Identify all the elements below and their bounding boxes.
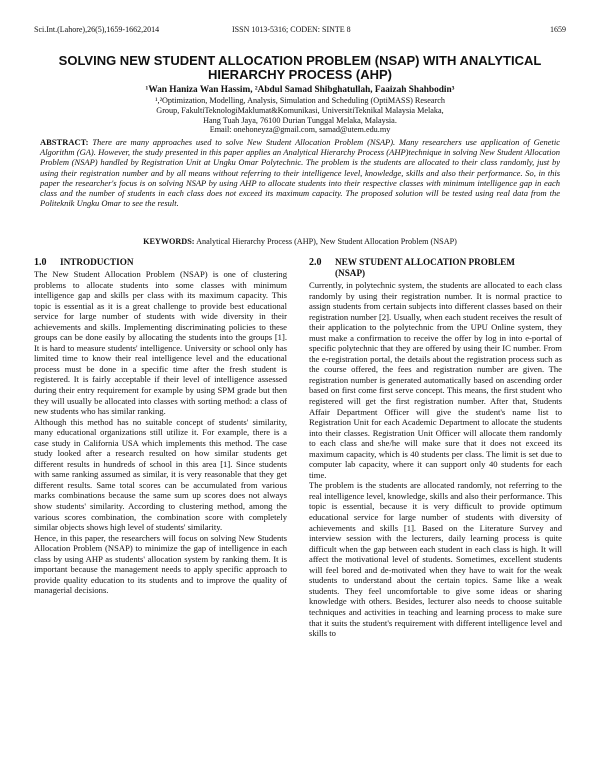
affiliation-line: Group, FakultiTeknologiMaklumat&Komunikasi, UniversitiTeknikal Malaysia Melaka, — [156, 105, 444, 115]
section-title-line: (NSAP) — [335, 268, 366, 278]
keywords-text: Analytical Hierarchy Process (AHP), New Student Allocation Problem (NSAP) — [196, 237, 457, 246]
section-number: 2.0 — [309, 257, 322, 268]
author-list: ¹Wan Haniza Wan Hassim, ²Abdul Samad Shibghatullah, Faaizah Shahbodin³ — [145, 85, 455, 95]
intro-paragraph: Hence, in this paper, the researchers will focus on solving New Students Allocation Problem (NSAP) to minimize the gap of intelligence in each class by using AHP as students' allocation system by ranking them. It is important because the management needs to apply specific approach to provide quality education to its students and to improve the quality of managerial decisions. — [34, 532, 287, 596]
keywords — [40, 237, 560, 247]
nsap-paragraph: Currently, in polytechnic system, the students are allocated to each class randomly by using their registration number. It is normal practice to assign students from certain subjects into different classes based on their registration number [2]. Usually, when each student receives the result of their application to the polytechnic from the UPU Online system, they must make a confirmation to receive the offer by log in into e-portal of specific polytechnic that they are offered by using their IC number. From the e-registration portal, the details about the registration process such as the course offered, the fees and registration number are given. The registration number is generated automatically based on ascending order based on first come first serve concept. This means, the first student who registered will get the first registration number. After that, Students Affair Department Officer will give the student's name list to Registration Unit for each Academic Department to allocate the students into their classes. Registration Unit Officer will allocate them randomly to each class and she/he will make sure that it does not exceed its maximum capacity, which is 40 students per class. The limit is set due to computer lab capacity, where it can support only 40 students for each time. — [309, 280, 562, 480]
journal-citation: Sci.Int.(Lahore),26(5),1659-1662,2014 — [34, 25, 160, 34]
section-heading-introduction — [34, 257, 287, 268]
affiliation-block — [130, 96, 470, 135]
left-column — [34, 257, 287, 596]
affiliation-line: Hang Tuah Jaya, 76100 Durian Tunggal Melaka, Malaysia. — [203, 115, 397, 125]
intro-paragraph: The New Student Allocation Problem (NSAP) is one of clustering problems to allocate students into some classes with minimum intelligence gap and skills per class with its maximum capacity. This topic is essential as it is a great challenge to provide best educational service for large number of students with wide diversity in their achievements and skills. Implementing discriminating policies to these groups can be done easily by allocating the students into the groups [1]. It is hard to measure students' intelligence. University or school only has limited time to know their real intelligence level and the educational process must be done in a specific time after the fresh student is registered. It is fairly acceptable if their level of intelligence assessed during their entry requirement for example by using SPM grade but then they will usually be allocated into classes with sorting method: a class of new students who has similar ranking. — [34, 269, 287, 417]
page-number: 1659 — [550, 25, 566, 34]
right-column — [309, 257, 562, 639]
abstract-text: There are many approaches used to solve New Student Allocation Problem (NSAP). Many researchers use application of Genetic Algorithm (GA). However, the study presented in this paper applies an Analytical Hierarchy Process (AHP)technique in solving New Student Allocation Problem (NSAP) handled by Registration Unit at Ungku Omar Polytechnic. The problem is the students are allocated to their class randomly, just by using their registration number and by all means without referring to their intelligence level, knowledge, skills and also their performance. So, in this paper the researcher's focus is on solving NSAP by using AHP to allocate students into their respective classes with minimum intelligence gap in each class and the number of students in each class does not exceed its maximum capacity. The proposed solution will be tested using real data from the Politeknik Ungku Omar to see the result. — [40, 137, 560, 209]
paper-title: SOLVING NEW STUDENT ALLOCATION PROBLEM (NSAP) WITH ANALYTICAL HIERARCHY PROCESS (AHP) — [58, 53, 542, 82]
abstract — [40, 137, 560, 208]
section-title — [335, 257, 515, 279]
section-number: 1.0 — [34, 257, 47, 268]
nsap-paragraph: The problem is the students are allocated randomly, not referring to the real intelligence level, knowledge, skills and also their performance. This topic is essential, because it is very difficult to provide optimum educational service for large number of students with diversity of achievements and skills [1]. Based on the Literature Survey and interview session with the lecturers, daily learning process is quite difficult when the gap between each student in each class is high. It will affect the motivational level of students. Sometimes, excellent students will feel bored and de-motivated when they have to wait for the weak students to understand about the certain topics. Same like a weak students. They feel uncomfortable to give some ideas or sharing knowledge with others. Besides, lecturer also needs to choose suitable techniques and activities in teaching and learning process to make sure that it suits the student's requirement with different intelligence level and skills to — [309, 480, 562, 639]
intro-paragraph: Although this method has no suitable concept of students' similarity, many educational organizations still utilize it. For example, there is a case study in California USA which implements this method. The case study looked after a research resulted on how similar students get different results in hundreds of school in this area [1]. Since students with same ranking assumed as similar, it is very reasonable that they get different results. Same total scores can be accumulated from various marks combinations because the same sum up scores does not always show students' similarity. According to clustering method, among the various scores combination, the combination score with completely similar objects shows high level of students' similarity. — [34, 416, 287, 533]
author-emails: Email: onehoneyza@gmail.com, samad@utem.edu.my — [209, 125, 391, 135]
section-title: INTRODUCTION — [60, 257, 134, 267]
abstract-label: ABSTRACT: — [40, 137, 89, 147]
section-title-line: NEW STUDENT ALLOCATION PROBLEM — [335, 257, 515, 267]
issn-coden: ISSN 1013-5316; CODEN: SINTE 8 — [232, 25, 351, 34]
section-heading-nsap — [309, 257, 562, 279]
affiliation-line: ¹,²Optimization, Modelling, Analysis, Simulation and Scheduling (OptiMASS) Research — [155, 96, 445, 105]
keywords-label: KEYWORDS: — [143, 237, 195, 246]
